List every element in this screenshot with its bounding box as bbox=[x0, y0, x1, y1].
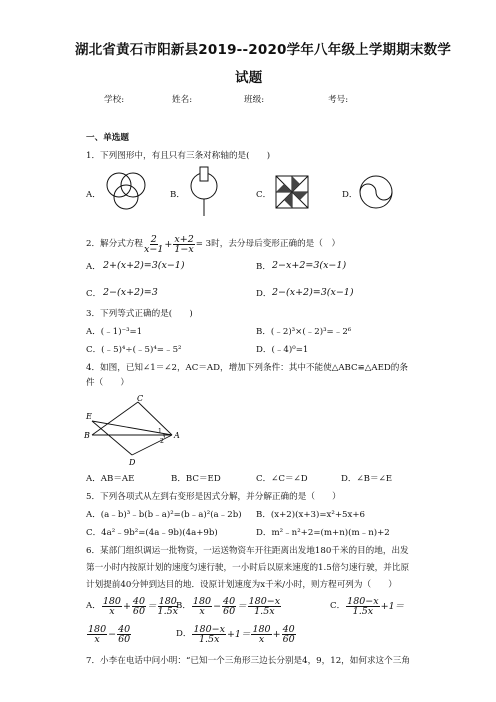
label-angle-2: 2 bbox=[160, 438, 164, 445]
page-title: 湖北省黄石市阳新县2019--2020学年八年级上学期期末数学 bbox=[75, 42, 452, 58]
numerator: 40 bbox=[282, 624, 295, 635]
q7-stem: 7．小李在电话中问小明：“已知一个三角形三边长分别是4，9，12，如何求这个三角 bbox=[86, 656, 410, 666]
q6-option-a bbox=[86, 597, 179, 616]
q5-stem: 5．下列各项式从左到右变形是因式分解，并分解正确的是（ ） bbox=[86, 492, 341, 502]
denominator: x bbox=[258, 634, 265, 645]
segment-da bbox=[132, 435, 172, 455]
q2-option-c: 2−(x+2)=3 bbox=[103, 287, 158, 298]
q5-option-c: C．4a²﹣9b²=(4a﹣9b)(4a+9b) bbox=[86, 528, 218, 538]
pinwheel-blade bbox=[292, 176, 300, 192]
page-title-line2: 试题 bbox=[235, 70, 263, 86]
denominator: 60 bbox=[223, 606, 236, 617]
numerator: 40 bbox=[132, 596, 146, 607]
q3-option-c: C．(﹣5)⁴÷(﹣5)⁴=﹣5² bbox=[86, 345, 182, 355]
q2-fraction-2 bbox=[173, 235, 194, 254]
q5-option-a: A．(a﹣b)³﹣b(b﹣a)²=(b﹣a)²(a﹣2b) bbox=[86, 510, 242, 520]
plus-sign: + bbox=[122, 601, 131, 612]
q1-figure-a bbox=[100, 166, 152, 218]
q6-option-b bbox=[176, 597, 282, 616]
denominator: 1.5x bbox=[157, 606, 178, 617]
denominator: 60 bbox=[132, 606, 146, 617]
label-b: B bbox=[84, 431, 90, 440]
denominator: 1.5x bbox=[254, 606, 275, 617]
q2-stem-pre: 2．解分式方程 bbox=[86, 239, 144, 249]
numerator: 180−x bbox=[347, 596, 379, 607]
plus-sign: + bbox=[272, 629, 281, 640]
q3-stem: 3．下列等式正确的是( ) bbox=[86, 309, 193, 319]
fraction bbox=[132, 597, 146, 616]
option-label: A． bbox=[86, 601, 101, 611]
q1-figure-c bbox=[272, 172, 312, 212]
q2-option-d: 2−(x+2)=3(x−1) bbox=[272, 287, 354, 298]
option-label: D． bbox=[176, 629, 192, 639]
name-label: 姓名: bbox=[172, 95, 193, 105]
numerator: 180 bbox=[88, 624, 107, 635]
q1-option-d: D． bbox=[342, 190, 358, 200]
fraction bbox=[87, 625, 107, 644]
label-d: D bbox=[129, 458, 136, 467]
q6-line1: 6．某部门组织调运一批物资，一运送物资车开往距离出发地180千米的目的地，出发 bbox=[86, 546, 409, 556]
q1-stem: 1．下列图形中，有且只有三条对称轴的是( ) bbox=[86, 151, 271, 161]
denominator: x bbox=[94, 634, 100, 645]
q2-stem-row bbox=[86, 235, 340, 254]
label-a: A bbox=[174, 431, 180, 440]
s-curve bbox=[360, 184, 392, 200]
q1-option-b: B． bbox=[170, 190, 185, 200]
d-mid: +1＝ bbox=[226, 629, 251, 640]
numerator: 180−x bbox=[193, 624, 225, 635]
school-label: 学校: bbox=[104, 95, 125, 105]
section-header: 一、单选题 bbox=[86, 133, 129, 143]
q4-option-c: C．∠C＝∠D bbox=[256, 474, 308, 484]
q6-option-c-part1 bbox=[330, 597, 404, 616]
q4-option-d: D．∠B＝∠E bbox=[341, 474, 393, 484]
equals-sign: ＝ bbox=[147, 601, 157, 612]
pinwheel-blade bbox=[284, 192, 292, 208]
denominator: 1.5x bbox=[198, 634, 220, 645]
fraction bbox=[102, 597, 122, 616]
option-label: C． bbox=[330, 601, 346, 611]
q6-option-c-part2 bbox=[86, 625, 132, 644]
pinwheel-blade bbox=[292, 192, 308, 200]
denominator: x bbox=[109, 606, 115, 617]
q6-line3: 计划提前40分钟到达目的地．设原计划速度为x千米/小时，则方程可列为（ ） bbox=[86, 580, 397, 590]
q2-option-b: 2−x+2=3(x−1) bbox=[272, 260, 347, 271]
plus-sign: + bbox=[164, 239, 173, 250]
numerator: 180−x bbox=[248, 596, 281, 607]
label-e: E bbox=[86, 412, 92, 421]
numerator: 40 bbox=[223, 596, 236, 607]
q4-option-b: B．BC＝ED bbox=[171, 474, 221, 484]
denominator: x−1 bbox=[144, 244, 164, 255]
numerator: 180 bbox=[252, 624, 271, 635]
option-label: B． bbox=[176, 601, 191, 611]
numerator: 2 bbox=[150, 234, 157, 245]
label-angle-1: 1 bbox=[158, 428, 162, 435]
fraction bbox=[282, 625, 296, 644]
q6-line2: 第一小时内按原计划的速度匀速行驶，一小时后以原来速度的1.5倍匀速行驶，并比原 bbox=[86, 563, 410, 573]
segment-ed bbox=[92, 421, 132, 455]
q4-stem-line2: 件（ ） bbox=[86, 378, 129, 388]
q2-option-b-label: B． bbox=[256, 262, 271, 272]
equals-sign: ＝ bbox=[237, 601, 247, 612]
segment-cb bbox=[92, 402, 138, 435]
minus-sign: − bbox=[213, 601, 222, 612]
fraction bbox=[222, 597, 236, 616]
denominator: 60 bbox=[118, 634, 131, 645]
q6-option-d bbox=[176, 625, 297, 644]
numerator: 180 bbox=[102, 596, 121, 607]
minus-sign: − bbox=[108, 629, 117, 640]
numerator: 40 bbox=[118, 624, 131, 635]
q2-option-a-label: A． bbox=[86, 262, 101, 272]
fraction bbox=[346, 597, 379, 616]
q3-option-b: B．(﹣2)³×(﹣2)³=﹣2⁶ bbox=[256, 327, 352, 337]
q1-option-c: C． bbox=[256, 190, 272, 200]
denominator: 1.5x bbox=[352, 606, 374, 617]
denominator: x bbox=[199, 606, 205, 617]
number-label: 考号: bbox=[328, 95, 349, 105]
q1-figure-d bbox=[356, 172, 396, 212]
rect-shape bbox=[200, 167, 208, 181]
c-tail: +1＝ bbox=[380, 601, 405, 612]
fraction bbox=[158, 597, 178, 616]
q2-option-d-label: D． bbox=[256, 289, 272, 299]
q4-option-a: A．AB＝AE bbox=[86, 474, 135, 484]
q1-figure-b bbox=[186, 164, 222, 220]
q2-option-c-label: C． bbox=[86, 289, 102, 299]
q2-option-a: 2+(x+2)=3(x−1) bbox=[103, 260, 185, 271]
fraction bbox=[117, 625, 131, 644]
q3-option-d: D．(﹣4)⁰=1 bbox=[256, 345, 309, 355]
numerator: x+2 bbox=[174, 234, 194, 245]
fraction bbox=[192, 625, 225, 644]
q3-option-a: A．(﹣1)⁻³=1 bbox=[86, 327, 143, 337]
q5-option-d: D．m²﹣n²+2=(m+n)(m﹣n)+2 bbox=[256, 528, 390, 538]
q1-option-a: A． bbox=[86, 190, 101, 200]
q2-stem-post: = 3时，去分母后变形正确的是（ ） bbox=[195, 239, 341, 249]
q2-fraction-1 bbox=[144, 235, 163, 254]
fraction bbox=[248, 597, 281, 616]
q4-figure bbox=[84, 393, 184, 467]
fraction bbox=[192, 597, 212, 616]
numerator: 180 bbox=[192, 596, 212, 607]
pinwheel-blade bbox=[276, 184, 292, 192]
q4-stem-line1: 4．如图，已知∠1＝∠2，AC＝AD，增加下列条件：其中不能使△ABC≌△AED的条 bbox=[86, 363, 408, 373]
denominator: 60 bbox=[282, 634, 295, 645]
fraction bbox=[251, 625, 271, 644]
label-c: C bbox=[137, 394, 144, 403]
numerator: 180 bbox=[158, 596, 177, 607]
class-label: 班级: bbox=[244, 95, 265, 105]
denominator: 1−x bbox=[174, 244, 194, 255]
q5-option-b: B．(x+2)(x+3)=x²+5x+6 bbox=[256, 510, 366, 520]
